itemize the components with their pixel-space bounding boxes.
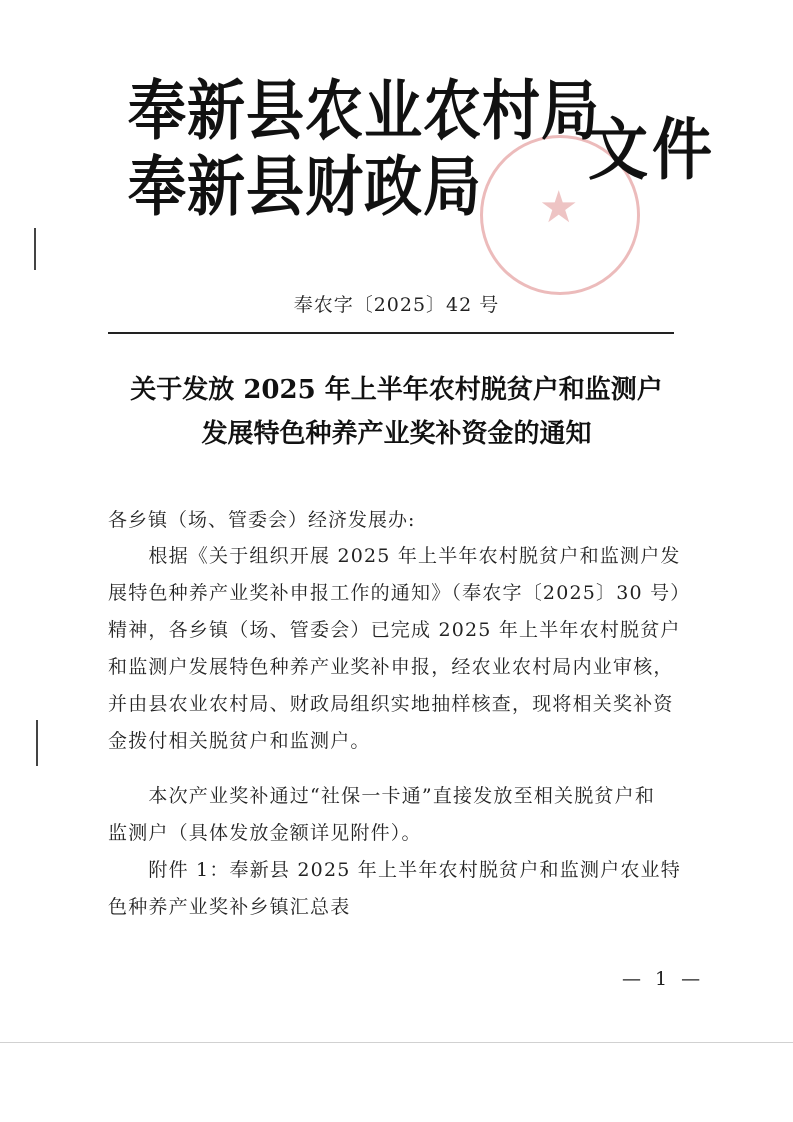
document-number: 奉农字〔2025〕42 号 xyxy=(293,294,500,316)
document-title xyxy=(0,368,793,456)
binding-mark-bottom xyxy=(36,720,38,766)
paragraph-line: 精神，各乡镇（场、管委会）已完成 2025 年上半年农村脱贫户 xyxy=(108,619,681,641)
document-type-label: 文件 xyxy=(588,111,716,190)
issuer-agriculture-bureau: 奉新县农业农村局 xyxy=(128,72,601,149)
paragraph-line: 并由县农业农村局、财政局组织实地抽样核查，现将相关奖补资 xyxy=(108,693,674,715)
scan-edge-line xyxy=(0,1042,793,1043)
binding-mark-top xyxy=(34,228,36,270)
paragraph-line: 色种养产业奖补乡镇汇总表 xyxy=(108,896,351,918)
paragraph-line: 附件 1：奉新县 2025 年上半年农村脱贫户和监测户农业特 xyxy=(108,859,681,881)
title-line-2: 发展特色种养产业奖补资金的通知 xyxy=(201,419,592,449)
body-paragraph-1 xyxy=(108,538,698,760)
paragraph-line: 和监测户发展特色种养产业奖补申报，经农业农村局内业审核， xyxy=(108,656,674,678)
issuer-block xyxy=(128,68,601,225)
addressee: 各乡镇（场、管委会）经济发展办: xyxy=(108,509,416,531)
paragraph-line: 本次产业奖补通过“社保一卡通”直接发放至相关脱贫户和 xyxy=(108,785,656,807)
title-line-1: 关于发放 2025 年上半年农村脱贫户和监测户 xyxy=(130,375,663,405)
seal-star-icon: ★ xyxy=(539,182,579,233)
header-divider xyxy=(108,332,674,334)
attachment-note xyxy=(108,852,698,926)
paragraph-line: 展特色种养产业奖补申报工作的通知》（奉农字〔2025〕30 号） xyxy=(108,582,691,604)
paragraph-line: 金拨付相关脱贫户和监测户。 xyxy=(108,730,371,752)
body-paragraph-2 xyxy=(108,778,698,852)
paragraph-line: 根据《关于组织开展 2025 年上半年农村脱贫户和监测户发 xyxy=(108,545,681,567)
page-number: — 1 — xyxy=(622,968,705,990)
paragraph-line: 监测户（具体发放金额详见附件）。 xyxy=(108,822,422,844)
issuer-finance-bureau: 奉新县财政局 xyxy=(128,148,483,225)
